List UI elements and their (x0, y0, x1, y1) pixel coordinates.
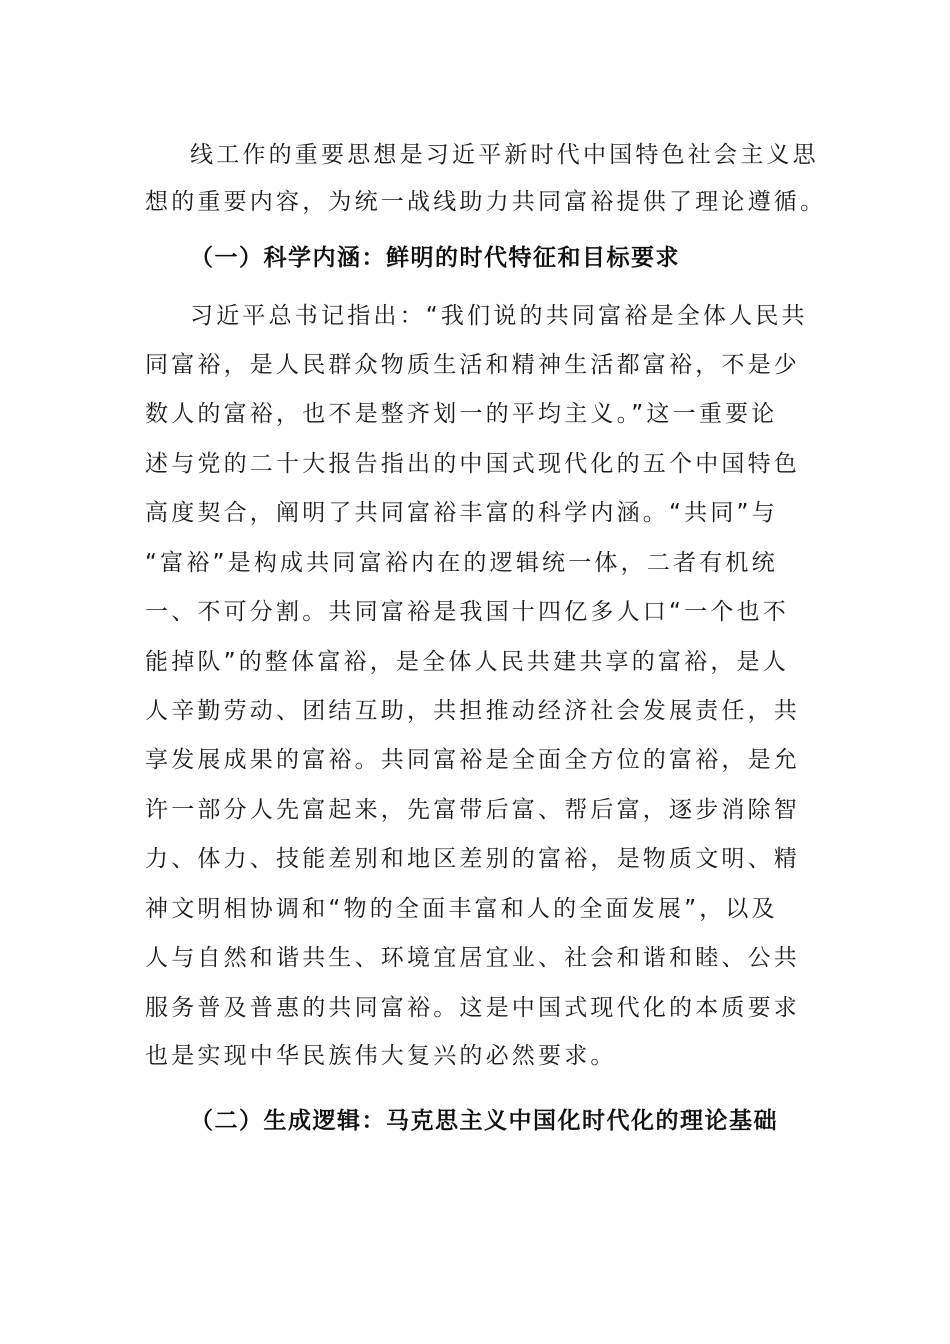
paragraph-line: 服务普及普惠的共同富裕。这是中国式现代化的本质要求 (145, 995, 800, 1021)
paragraph-line: 线工作的重要思想是习近平新时代中国特色社会主义思 (190, 142, 819, 168)
paragraph-line: 数人的富裕，也不是整齐划一的平均主义。”这一重要论 (145, 401, 778, 427)
paragraph-line: 享发展成果的富裕。共同富裕是全面全方位的富裕，是允 (145, 747, 800, 773)
paragraph-line: “富裕”是构成共同富裕内在的逻辑统一体，二者有机统 (145, 550, 778, 576)
paragraph-line: 想的重要内容，为统一战线助力共同富裕提供了理论遵循。 (145, 189, 827, 215)
paragraph-line: 习近平总书记指出：“我们说的共同富裕是全体人民共 (190, 303, 808, 329)
paragraph-line: 人辛勤劳动、团结互助，共担推动经济社会发展责任，共 (145, 698, 800, 724)
paragraph-line: 人与自然和谐共生、环境宜居宜业、社会和谐和睦、公共 (145, 945, 800, 971)
paragraph-line: 一、不可分割。共同富裕是我国十四亿多人口“一个也不 (145, 599, 789, 625)
paragraph-line: 神文明相协调和“物的全面丰富和人的全面发展”，以及 (145, 896, 778, 922)
paragraph-line: 同富裕，是人民群众物质生活和精神生活都富裕，不是少 (145, 352, 800, 378)
paragraph-line: 述与党的二十大报告指出的中国式现代化的五个中国特色 (145, 451, 800, 477)
paragraph-line: 能掉队”的整体富裕，是全体人民共建共享的富裕，是人 (145, 649, 789, 675)
paragraph-line: 高度契合，阐明了共同富裕丰富的科学内涵。“共同”与 (145, 500, 778, 526)
paragraph-line: 许一部分人先富起来，先富带后富、帮后富，逐步消除智 (145, 797, 800, 823)
paragraph-line: 力、体力、技能差别和地区差别的富裕，是物质文明、精 (145, 846, 800, 872)
section-heading-2: （二）生成逻辑：马克思主义中国化时代化的理论基础 (190, 1108, 778, 1134)
paragraph-line: 也是实现中华民族伟大复兴的必然要求。 (145, 1043, 617, 1069)
section-heading-1: （一）科学内涵：鲜明的时代特征和目标要求 (190, 245, 680, 271)
